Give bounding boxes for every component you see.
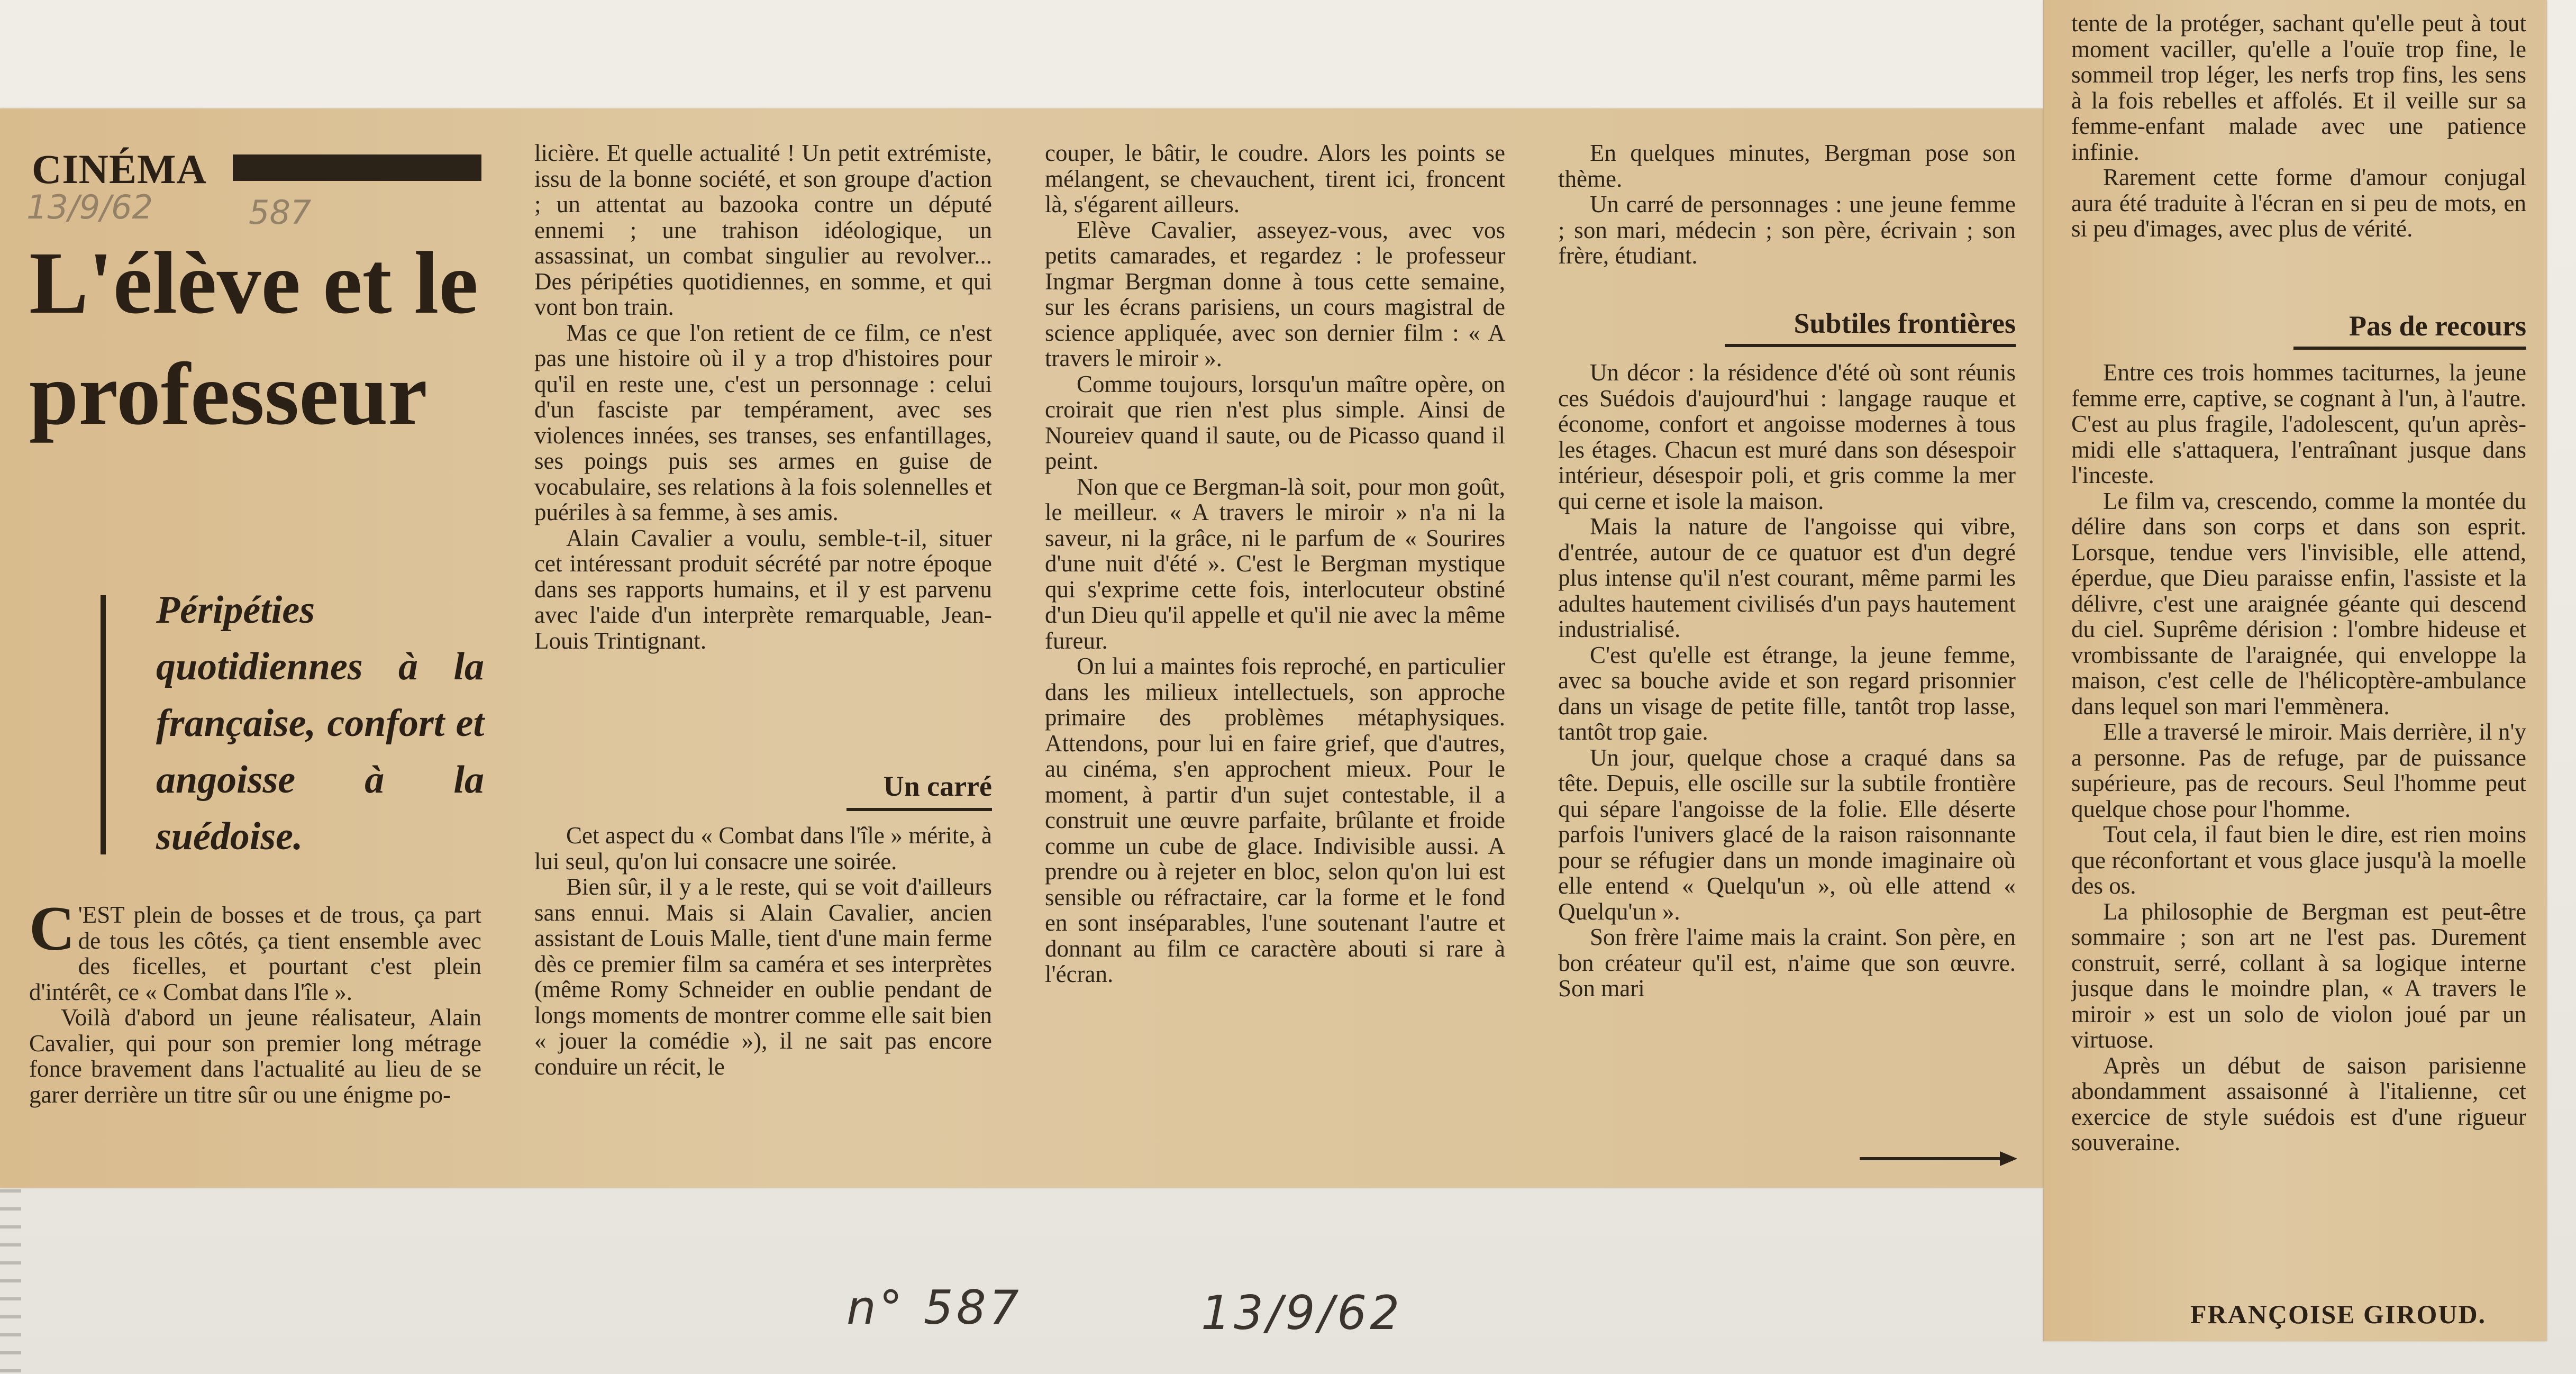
subtitle-subtiles-frontieres: Subtiles frontières [1794,307,2016,339]
col4-paragraph-4: Mais la nature de l'angoisse qui vibre, d'entrée, autour de ce quatuor est d'un degré plus intense qu'il n'est courant, même parmi les adultes hautement civilisés d'un pays hautement industrialisé. [1558,513,2016,642]
col4-paragraph-7: Son frère l'aime mais la craint. Son père, en bon créateur qu'il est, n'aime que son œuvre. Son mari [1558,924,2016,1002]
col4-paragraph-5: C'est qu'elle est étrange, la jeune femme, avec sa bouche avide et son regard prisonnier dans un visage de petite fille, tantôt trop lasse, tantôt trop gaie. [1558,641,2016,745]
pencil-date: 13/9/62 [26,188,153,226]
column-4-continued [1558,360,2016,1138]
section-bar [233,154,481,181]
col5-paragraph-2: Rarement cette forme d'amour conjugal aura été traduite à l'écran en si peu de mots, en si peu d'images, avec plus de vérité. [2071,164,2526,242]
subtitle-rule [846,808,992,811]
handwritten-date: 13/9/62 [1201,1286,1403,1340]
column-2-continued [534,823,992,1182]
subhead-bar [101,595,106,854]
col5-paragraph-3: Entre ces trois hommes taciturnes, la jeune femme erre, captive, se cognant à l'un, à l'autre. C'est au plus fragile, l'adolescent, qu'un après-midi elle s'attaquera, l'entraînant jusque dans l'inceste. [2071,360,2526,488]
col5-paragraph-4: Le film va, crescendo, comme la montée du délire dans son corps et dans son esprit. Lorsque, tendue vers l'invisible, elle attend, éperdue, que Dieu paraisse enfin, l'assiste et la délivre, c'est une araignée géante qui descend du ciel. Suprême dérision : l'ombre hideuse et vrombissante de l'araignée, qui enveloppe la maison, c'est celle de l'hélicoptère-ambulance dans lequel son mari l'emmènera. [2071,487,2526,720]
column-5 [2071,11,2526,280]
author-signature: FRANÇOISE GIROUD. [2190,1299,2487,1329]
col4-paragraph-1: En quelques minutes, Bergman pose son thème. [1558,140,2016,192]
col3-paragraph-5: On lui a maintes fois reproché, en particulier dans les milieux intellectuels, son approche primaire des problèmes métaphysiques. Attendons, pour lui en faire grief, que d'autres, au cinéma, s'en approchent mieux. Pour le moment, à partir d'un sujet contestable, il a construit une œuvre parfaite, brûlante et froide comme un cube de glace. Indivisible aussi. A prendre ou à rejeter en bloc, selon qu'on lui est sensible ou réfractaire, car la forme et le fond en sont inséparables, l'une soutenant l'autre et donnant au film ce caractère abouti si rare à l'écran. [1045,653,1505,987]
col5-paragraph-8: Après un début de saison parisienne abondamment assaisonné à l'italienne, cet exercice de style suédois est d'une rigueur souveraine. [2071,1052,2526,1155]
column-1 [29,902,481,1177]
col2-paragraph-4: Cet aspect du « Combat dans l'île » mérite, à lui seul, qu'on lui consacre une soirée. [534,823,992,875]
pencil-number: 587 [249,193,312,232]
col2-paragraph-2: Mas ce que l'on retient de ce film, ce n'est pas une histoire où il y a trop d'histoires pour qu'il en reste une, c'est un personnage : celui d'un fasciste par tempérament, avec ses violences innées, ses transes, ses enfantillages, ses poings puis ses armes en guise de vocabulaire, ses relations à la fois solennelles et puériles à sa femme, à ses amis. [534,319,992,525]
col3-paragraph-3: Comme toujours, lorsqu'un maître opère, on croirait que rien n'est plus simple. Ainsi de Noureiev quand il saute, ou de Picasso quand il peint. [1045,370,1505,474]
column-4 [1558,140,2016,283]
col4-paragraph-6: Un jour, quelque chose a craqué dans sa tête. Depuis, elle oscille sur la subtile frontière qui sépare l'angoisse de la folie. Elle déserte parfois l'univers glacé de la raison raisonnante pour se réfugier dans un monde imaginaire où elle entend « Quelqu'un », où elle attend « Quelqu'un ». [1558,744,2016,925]
continue-arrow-icon [1860,1148,2018,1169]
subtitle-un-carre: Un carré [883,770,992,802]
col5-paragraph-6: Tout cela, il faut bien le dire, est rien moins que réconfortant et vous glace jusqu'à la moelle des os. [2071,821,2526,899]
subtitle-rule [2293,347,2526,350]
col5-paragraph-1: tente de la protéger, sachant qu'elle peut à tout moment vaciller, qu'elle a l'ouïe trop fine, le sommeil trop léger, les nerfs trop fins, les sens à la fois rebelles et affolés. Et il veille sur sa femme-enfant malade avec une patience infinie. [2071,11,2526,165]
dropcap: C [29,902,75,963]
col1-paragraph-1: C 'EST plein de bosses et de trous, ça part de tous les côtés, ça tient ensemble avec des ficelles, et pourtant c'est plein d'intérêt, ce « Combat dans l'île ». [29,902,481,1005]
col2-paragraph-5: Bien sûr, il y a le reste, qui se voit d'ailleurs sans ennui. Mais si Alain Cavalier, ancien assistant de Louis Malle, tient d'une main ferme dès ce premier film sa caméra et ses interprètes (même Romy Schneider en oublie pendant de longs moments de montrer comme elle sait bien « jouer la comédie »), il ne sait pas encore conduire un récit, le [534,873,992,1080]
subtitle-pas-de-recours: Pas de recours [2349,310,2526,342]
col3-paragraph-4: Non que ce Bergman-là soit, pour mon goût, le meilleur. « A travers le miroir » n'a ni la saveur, ni la grâce, ni le parfum de « Sourires d'une nuit d'été ». C'est le Bergman mystique qui s'exprime cette fois, interlocuteur obstiné d'un Dieu qu'il appelle et qu'il nie avec la même fureur. [1045,473,1505,654]
column-2 [534,140,992,743]
col5-paragraph-7: La philosophie de Bergman est peut-être sommaire ; son art ne l'est pas. Durement construit, serré, collant à sa logique interne jusque dans le moindre plan, « A travers le miroir » est un solo de violon joué par un virtuose. [2071,898,2526,1053]
col5-paragraph-5: Elle a traversé le miroir. Mais derrière, il n'y a personne. Pas de refuge, par de puissance supérieure, pas de recours. Seul l'homme peut quelque chose pour l'homme. [2071,718,2526,822]
column-3 [1045,140,1505,1177]
col2-paragraph-3: Alain Cavalier a voulu, semble-t-il, situer cet intéressant produit sécrété par notre époque dans ses rapports humains, et il y est parvenu avec l'aide d'un interprète remarquable, Jean-Louis Trintignant. [534,524,992,654]
col2-paragraph-1: licière. Et quelle actualité ! Un petit extrémiste, issu de la bonne société, et son groupe d'action ; un attentat au bazooka contre un député ennemi ; une trahison idéologique, un assassinat, un combat singulier au revolver... Des péripéties quotidiennes, en somme, et qui vont bon train. [534,140,992,320]
col1-paragraph-2: Voilà d'abord un jeune réalisateur, Alain Cavalier, qui pour son premier long métrage fonce bravement dans l'actualité au lieu de se garer derrière un titre sûr ou une énigme po- [29,1004,481,1108]
col3-paragraph-1: couper, le bâtir, le coudre. Alors les points se mélangent, se chevauchent, tirent ici, froncent là, s'égarent ailleurs. [1045,140,1505,217]
column-5-continued [2071,360,2526,1288]
col4-paragraph-3: Un décor : la résidence d'été où sont réunis ces Suédois d'aujourd'hui : langage rauque et économe, confort et angoisse modernes à tous les étages. Chacun est muré dans son désespoir intérieur, désespoir poli, et gris comme la mer qui cerne et isole la maison. [1558,360,2016,514]
headline: L'élève et le professeur [29,234,478,443]
section-label: CINÉMA [32,146,207,192]
subhead: Péripéties quotidiennes à la française, confort et angoisse à la suédoise. [156,588,484,858]
col3-paragraph-2: Elève Cavalier, asseyez-vous, avec vos petits camarades, et regardez : le professeur Ingmar Bergman donne à tous cette semaine, sur les écrans parisiens, un cours magistral de science appliquée, avec son dernier film : « A travers le miroir ». [1045,216,1505,371]
handwritten-number: n° 587 [846,1280,1022,1335]
subtitle-rule [1725,344,2016,347]
col4-paragraph-2: Un carré de personnages : une jeune femme ; son mari, médecin ; son père, écrivain ; son frère, étudiant. [1558,191,2016,269]
